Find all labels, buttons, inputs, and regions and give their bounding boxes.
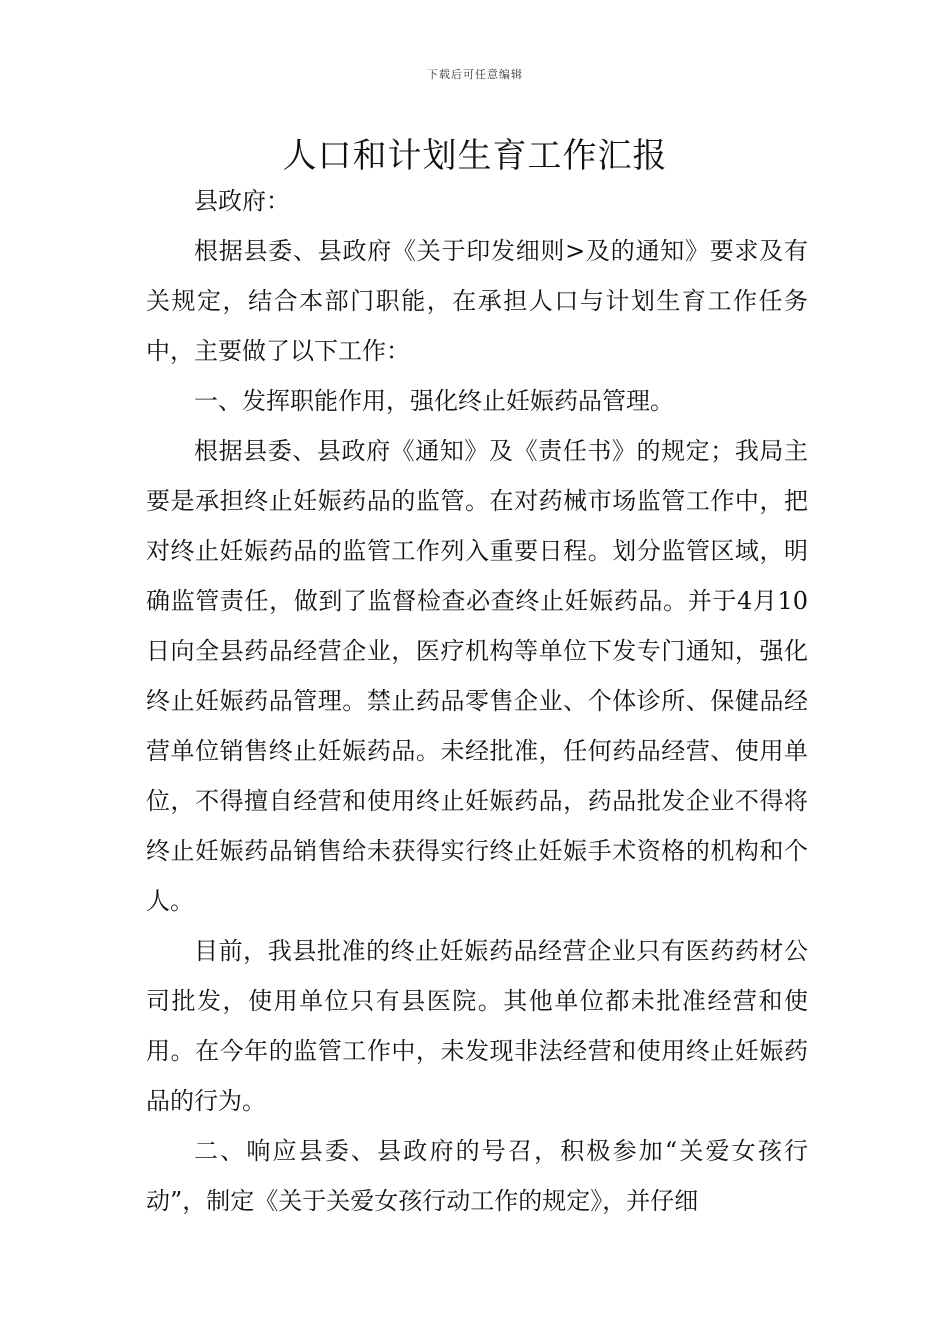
document-title: 人口和计划生育工作汇报 bbox=[282, 136, 668, 176]
header-note: 下载后可任意编辑 bbox=[427, 68, 523, 81]
paragraph-drug-regulation: 根据县委、县政府《通知》及《责任书》的规定；我局主要是承担终止妊娠药品的监管。在对药械市场监管工作中，把对终止妊娠药品的监管工作列入重要日程。划分监管区域，明确监管责任，做到了监督检查必查终止妊娠药品。并于4月10日向全县药品经营企业，医疗机构等单位下发专门通知，强化终止妊娠药品管理。禁止药品零售企业、个体诊所、保健品经营单位销售终止妊娠药品。未经批准，任何药品经营、使用单位，不得擅自经营和使用终止妊娠药品，药品批发企业不得将终止妊娠药品销售给未获得实行终止妊娠手术资格的机构和个人。 bbox=[146, 437, 808, 915]
paragraph-current-status: 目前，我县批准的终止妊娠药品经营企业只有医药药材公司批发，使用单位只有县医院。其他单位都未批准经营和使用。在今年的监管工作中，未发现非法经营和使用终止妊娠药品的行为。 bbox=[146, 937, 808, 1115]
document-body bbox=[146, 176, 808, 1226]
section-heading-1: 一、发挥职能作用，强化终止妊娠药品管理。 bbox=[194, 387, 674, 415]
section-heading-2: 二、响应县委、县政府的号召，积极参加“关爱女孩行动”，制定《关于关爱女孩行动工作的规定》，并仔细 bbox=[146, 1137, 808, 1215]
paragraph-intro: 根据县委、县政府《关于印发细则>及的通知》要求及有关规定，结合本部门职能，在承担人口与计划生育工作任务中，主要做了以下工作： bbox=[146, 237, 808, 365]
salutation: 县政府： bbox=[194, 187, 290, 215]
